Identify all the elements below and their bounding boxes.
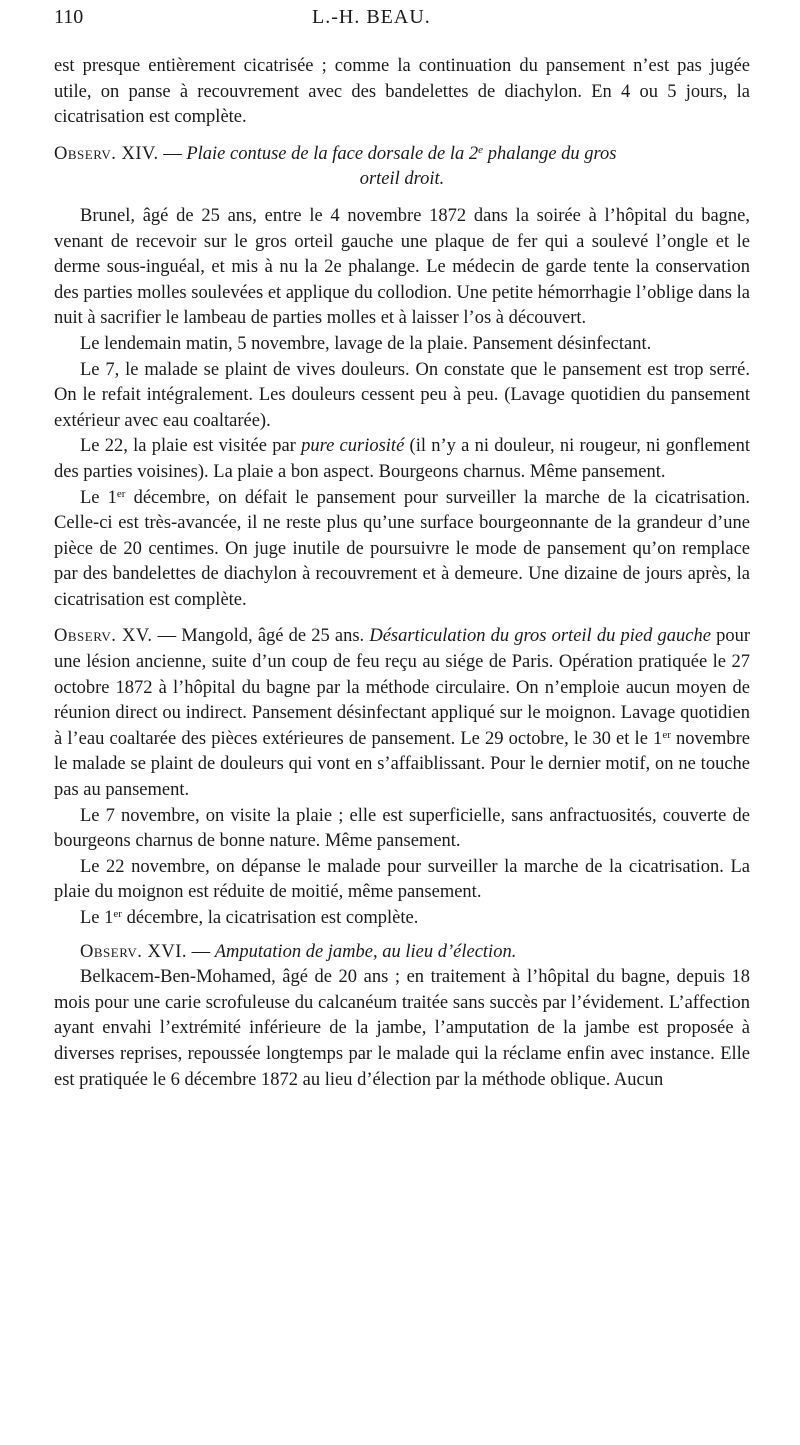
intro-paragraph: est presque entièrement cicatrisée ; comme la continuation du pansement n’est pas jugée utile, on panse à recouvrement avec des bandelettes de diachylon. En 4 ou 5 jours, la cicatrisation est complète. <box>54 56 750 128</box>
observation-14-title-a: Plaie contuse de la face dorsale de la 2 <box>186 143 479 164</box>
observation-14-title-c: orteil droit. <box>359 169 445 190</box>
observation-15-label: Observ. XV. <box>54 626 153 647</box>
p14-4-italic: pure curiosité <box>301 436 405 457</box>
p14-4-a: Le 22, la plaie est visitée par <box>80 436 302 457</box>
observation-16-dash: — <box>186 941 215 962</box>
observation-16-heading <box>54 940 750 966</box>
observation-14-paragraph-3: Le 7, le malade se plaint de vives douleurs. On constate que le pansement est trop serré. On le refait intégralement. Les douleurs cessent peu à peu. (Lavage quotidien du pansement extérieur avec eau coaltarée). <box>54 359 750 431</box>
p15-4-sup: er <box>113 908 122 920</box>
p15-4-b: décembre, la cicatrisation est complète. <box>121 908 419 928</box>
observation-14-paragraph-5 <box>54 486 750 614</box>
observation-15-paragraph-1 <box>54 624 750 803</box>
p15-1-d: novembre le malade se plaint de douleurs qui vont en s’affaiblissant. Pour le dernier motif, on ne touche pas au pansement. <box>54 728 750 801</box>
running-head: L.-H. BEAU. <box>312 6 431 28</box>
p14-5-a: Le 1 <box>80 487 117 508</box>
observation-15-paragraph-2: Le 7 novembre, on visite la plaie ; elle est superficielle, sans anfractuosités, couverte de bourgeons charnus de bonne nature. Même pansement. <box>54 805 750 852</box>
page-body <box>54 54 750 1093</box>
observation-15-paragraph-4 <box>54 906 750 932</box>
p15-1-c: pour une lésion ancienne, suite d’un coup de feu reçu au siége de Paris. Opération pratiquée le 27 octobre 1872 à l’hôpital du bagne par la méthode circulaire. On n’emploie aucun moyen de réunion direct ou indirect. Pansement désinfectant appliqué sur le moignon. Lavage quotidien à l’eau coaltarée des pièces extérieures de pansement. Le 29 octobre, le 30 et le 1 <box>54 626 750 749</box>
observation-15-paragraph-3: Le 22 novembre, on dépanse le malade pour surveiller la marche de la cicatrisation. La plaie du moignon est réduite de moitié, même pansement. <box>54 856 750 903</box>
observation-14-label: Observ. XIV. <box>54 143 159 164</box>
observation-16-paragraph-1: Belkacem-Ben-Mohamed, âgé de 20 ans ; en traitement à l’hôpital du bagne, depuis 18 mois pour une carie scrofuleuse du calcanéum traitée sans succès par l’évidement. L’affection ayant envahi l’extrémité inférieure de la jambe, l’amputation de la jambe est proposée à diverses reprises, repoussée longtemps par le malade qui la réclame enfin avec instance. Elle est pratiquée le 6 décembre 1872 au lieu d’élection par la méthode oblique. Aucun <box>54 967 750 1090</box>
observation-16-label: Observ. XVI. <box>80 941 187 962</box>
observation-14-title-sup: e <box>478 143 484 156</box>
p15-1-sup: er <box>662 728 671 741</box>
observation-14-title-b: phalange du gros <box>483 143 617 164</box>
p14-4-c: (il n’y a ni douleur, ni rougeur, ni gonflement des parties voisines). La plaie a bon aspect. Bourgeons charnus. Même pansement. <box>54 436 750 482</box>
p15-1-italic: Désarticulation du gros orteil du pied gauche <box>369 626 711 647</box>
observation-14-paragraph-2: Le lendemain matin, 5 novembre, lavage de la plaie. Pansement désinfectant. <box>80 333 652 354</box>
page-number: 110 <box>54 6 84 28</box>
observation-14-paragraph-4 <box>54 434 750 485</box>
observation-14-paragraph-1: Brunel, âgé de 25 ans, entre le 4 novembre 1872 dans la soirée à l’hôpital du bagne, venant de recevoir sur le gros orteil gauche une plaque de fer qui a soulevé l’ongle et le derme sous-inguéal, et mis à nu la 2e phalange. Le médecin de garde tente la conservation des parties molles soulevées et applique du collodion. Une petite hémorrhagie l’oblige dans la nuit à sacrifier le lambeau de parties molles et à laisser l’os à découvert. <box>54 205 750 329</box>
p14-5-b: décembre, on défait le pansement pour surveiller la marche de la cicatrisation. Celle-ci est très-avancée, il ne reste plus qu’une surface bourgeonnante de la grandeur d’une pièce de 20 centimes. On juge inutile de poursuivre le mode de pansement qu’on remplace par des bandelettes de diachylon à recouvrement et à demeure. Une dizaine de jours après, la cicatrisation est complète. <box>54 487 751 610</box>
observation-14-dash: — <box>158 143 187 164</box>
observation-14-heading <box>54 142 750 193</box>
p15-4-a: Le 1 <box>80 908 114 928</box>
page-header <box>54 2 750 32</box>
p15-1-a: — Mangold, âgé de 25 ans. <box>152 626 370 647</box>
observation-16-title: Amputation de jambe, au lieu d’élection. <box>214 941 517 962</box>
p14-5-sup: er <box>116 487 126 500</box>
